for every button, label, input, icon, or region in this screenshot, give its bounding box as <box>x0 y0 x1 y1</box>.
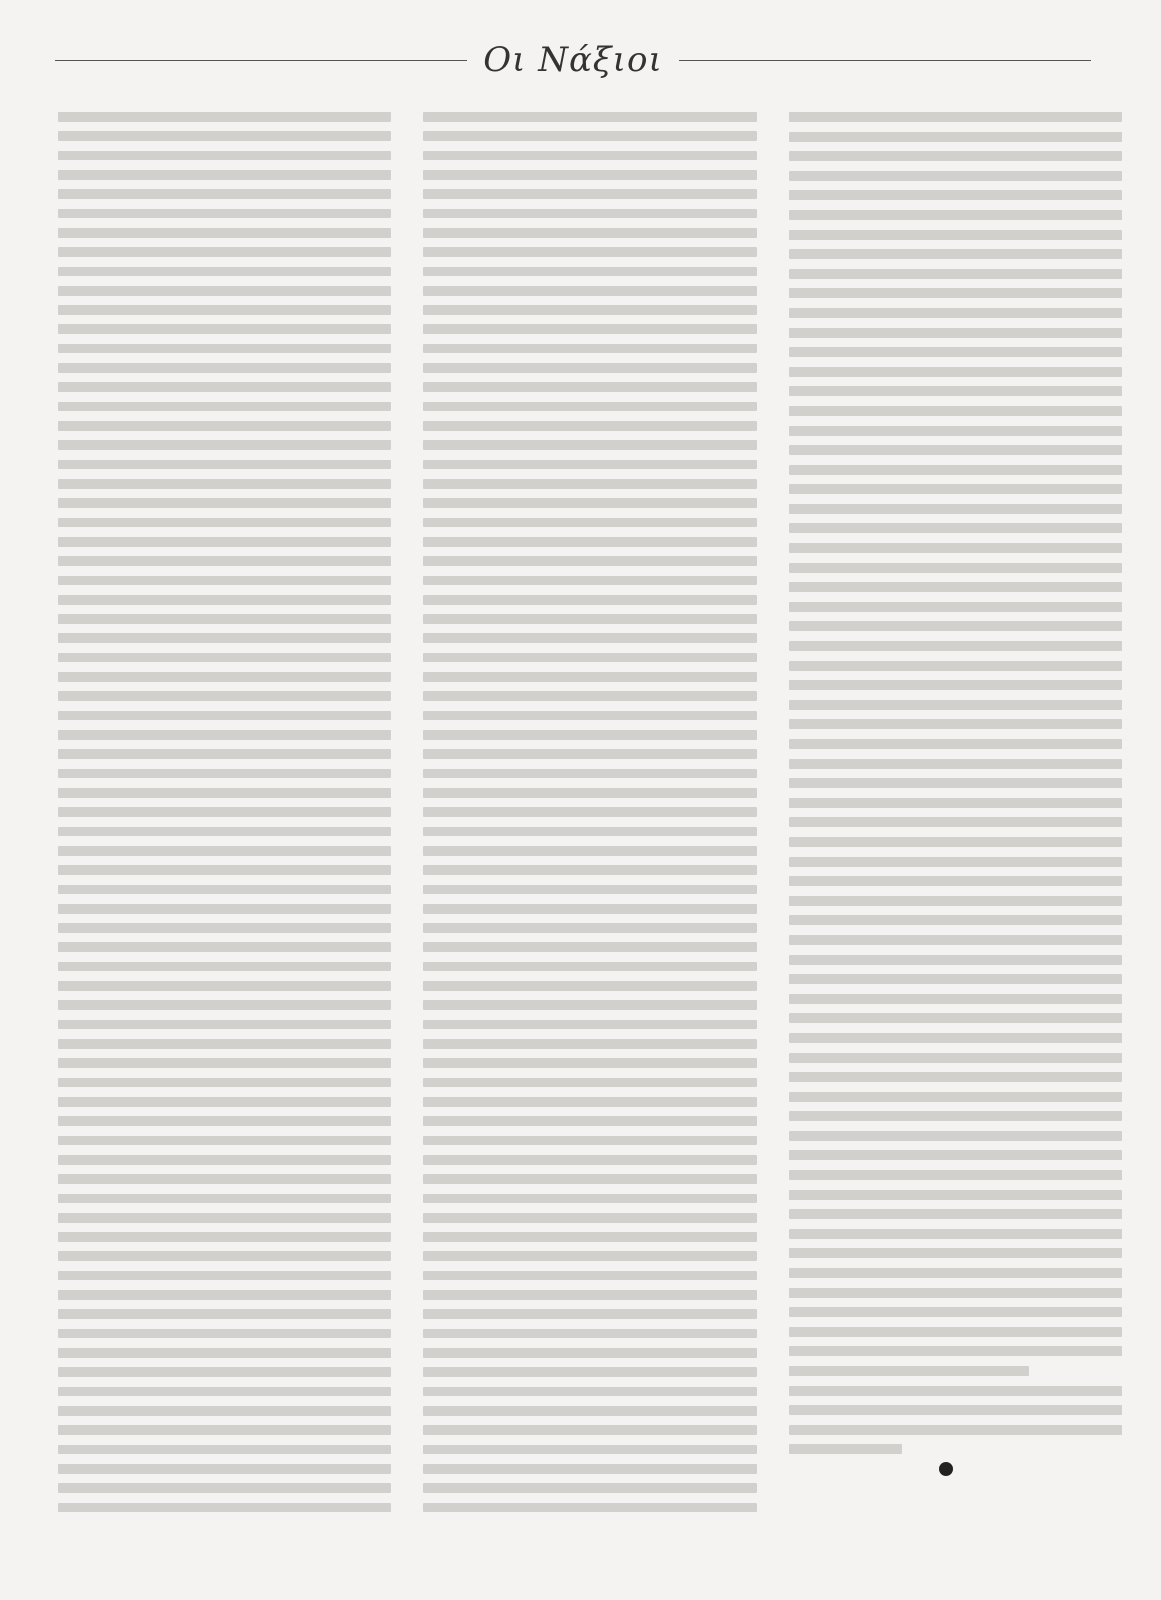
text-line-placeholder <box>423 479 756 489</box>
text-line-placeholder <box>423 1155 756 1165</box>
text-line-placeholder <box>423 151 756 161</box>
text-line-placeholder <box>58 672 391 682</box>
text-line-placeholder <box>58 1503 391 1513</box>
text-line-placeholder <box>423 382 756 392</box>
text-line-placeholder <box>58 1136 391 1146</box>
text-line-placeholder <box>423 962 756 972</box>
text-line-placeholder <box>58 846 391 856</box>
text-line-placeholder <box>58 189 391 199</box>
text-line-placeholder <box>423 1464 756 1474</box>
text-line-placeholder <box>58 1367 391 1377</box>
text-line-placeholder <box>789 563 1122 573</box>
text-line-placeholder <box>58 1387 391 1397</box>
text-line-placeholder <box>423 711 756 721</box>
text-line-placeholder <box>423 1116 756 1126</box>
text-line-placeholder <box>789 1307 1122 1317</box>
text-line-placeholder <box>58 1464 391 1474</box>
text-line-placeholder <box>423 827 756 837</box>
text-line-placeholder <box>789 288 1122 298</box>
text-line-placeholder <box>58 1174 391 1184</box>
text-line-placeholder <box>58 749 391 759</box>
text-line-placeholder <box>423 1020 756 1030</box>
text-line-placeholder <box>58 962 391 972</box>
text-line-placeholder <box>789 1111 1122 1121</box>
text-line-placeholder <box>789 915 1122 925</box>
text-line-placeholder <box>58 923 391 933</box>
text-column-3 <box>789 112 1122 1512</box>
text-line-placeholder <box>789 759 1122 769</box>
text-line-placeholder <box>789 406 1122 416</box>
text-line-placeholder <box>423 885 756 895</box>
text-line-placeholder <box>423 846 756 856</box>
text-line-placeholder <box>789 1092 1122 1102</box>
text-line-placeholder <box>789 837 1122 847</box>
text-line-placeholder <box>58 1348 391 1358</box>
text-line-placeholder <box>423 807 756 817</box>
text-line-placeholder <box>789 465 1122 475</box>
text-line-placeholder <box>58 498 391 508</box>
text-line-placeholder <box>58 885 391 895</box>
text-line-placeholder <box>423 1348 756 1358</box>
text-line-placeholder <box>789 504 1122 514</box>
text-line-placeholder <box>789 1170 1122 1180</box>
text-line-placeholder <box>423 942 756 952</box>
text-line-placeholder <box>58 1425 391 1435</box>
text-line-placeholder <box>58 1097 391 1107</box>
text-line-placeholder <box>789 1248 1122 1258</box>
text-line-placeholder <box>423 1232 756 1242</box>
text-line-placeholder <box>423 1445 756 1455</box>
text-line-placeholder <box>789 778 1122 788</box>
text-line-placeholder <box>789 112 1122 122</box>
text-line-placeholder <box>789 974 1122 984</box>
text-line-placeholder <box>58 518 391 528</box>
text-line-placeholder <box>58 382 391 392</box>
text-line-placeholder <box>423 1058 756 1068</box>
text-line-placeholder <box>789 1190 1122 1200</box>
text-line-placeholder <box>423 1406 756 1416</box>
text-line-placeholder <box>789 1150 1122 1160</box>
text-line-placeholder <box>789 1268 1122 1278</box>
text-line-placeholder <box>789 935 1122 945</box>
text-line-placeholder <box>423 518 756 528</box>
text-line-placeholder <box>789 994 1122 1004</box>
text-line-placeholder <box>58 247 391 257</box>
text-line-placeholder <box>789 1444 902 1454</box>
text-line-placeholder <box>789 190 1122 200</box>
text-line-placeholder <box>423 1000 756 1010</box>
text-line-placeholder <box>423 730 756 740</box>
text-line-placeholder <box>789 602 1122 612</box>
text-line-placeholder <box>789 582 1122 592</box>
text-line-placeholder <box>423 1483 756 1493</box>
text-line-placeholder <box>58 1116 391 1126</box>
text-line-placeholder <box>423 672 756 682</box>
text-line-placeholder <box>423 1251 756 1261</box>
text-line-placeholder <box>423 1309 756 1319</box>
text-line-placeholder <box>58 170 391 180</box>
text-line-placeholder <box>423 228 756 238</box>
text-line-placeholder <box>789 210 1122 220</box>
text-line-placeholder <box>789 230 1122 240</box>
text-line-placeholder <box>423 1078 756 1088</box>
text-line-placeholder <box>789 680 1122 690</box>
text-line-placeholder <box>423 1097 756 1107</box>
text-line-placeholder <box>789 876 1122 886</box>
text-line-placeholder <box>423 1136 756 1146</box>
text-line-placeholder <box>58 614 391 624</box>
text-line-placeholder <box>789 955 1122 965</box>
text-line-placeholder <box>423 247 756 257</box>
text-line-placeholder <box>789 1209 1122 1219</box>
text-line-placeholder <box>58 112 391 122</box>
text-line-placeholder <box>789 367 1122 377</box>
text-line-placeholder <box>58 1232 391 1242</box>
text-line-placeholder <box>423 286 756 296</box>
text-line-placeholder <box>423 749 756 759</box>
text-line-placeholder <box>789 1072 1122 1082</box>
text-line-placeholder <box>423 691 756 701</box>
text-line-placeholder <box>58 421 391 431</box>
text-line-placeholder <box>789 1386 1122 1396</box>
text-line-placeholder <box>789 1131 1122 1141</box>
text-line-placeholder <box>423 1290 756 1300</box>
text-line-placeholder <box>789 1053 1122 1063</box>
text-line-placeholder <box>789 817 1122 827</box>
text-line-placeholder <box>58 1058 391 1068</box>
text-line-placeholder <box>58 1078 391 1088</box>
text-line-placeholder <box>423 324 756 334</box>
text-line-placeholder <box>789 1033 1122 1043</box>
text-line-placeholder <box>423 189 756 199</box>
article-columns <box>58 112 1122 1512</box>
text-line-placeholder <box>58 402 391 412</box>
text-line-placeholder <box>58 691 391 701</box>
text-line-placeholder <box>423 633 756 643</box>
text-line-placeholder <box>789 269 1122 279</box>
text-line-placeholder <box>58 556 391 566</box>
text-line-placeholder <box>423 1503 756 1513</box>
text-line-placeholder <box>789 328 1122 338</box>
text-line-placeholder <box>423 1387 756 1397</box>
text-line-placeholder <box>58 1329 391 1339</box>
text-line-placeholder <box>58 730 391 740</box>
text-line-placeholder <box>423 1194 756 1204</box>
text-line-placeholder <box>58 1000 391 1010</box>
text-line-placeholder <box>789 1366 1029 1376</box>
text-line-placeholder <box>423 1425 756 1435</box>
text-line-placeholder <box>423 1271 756 1281</box>
text-line-placeholder <box>58 228 391 238</box>
text-line-placeholder <box>789 719 1122 729</box>
text-line-placeholder <box>423 595 756 605</box>
text-line-placeholder <box>789 1229 1122 1239</box>
text-line-placeholder <box>423 498 756 508</box>
text-line-placeholder <box>423 460 756 470</box>
text-line-placeholder <box>789 621 1122 631</box>
text-column-1 <box>58 112 391 1512</box>
text-line-placeholder <box>58 267 391 277</box>
text-line-placeholder <box>423 209 756 219</box>
text-line-placeholder <box>423 904 756 914</box>
text-line-placeholder <box>58 1039 391 1049</box>
text-line-placeholder <box>789 661 1122 671</box>
text-line-placeholder <box>58 1194 391 1204</box>
text-line-placeholder <box>423 923 756 933</box>
masthead-title: Οι Νάξιοι <box>483 40 663 80</box>
text-line-placeholder <box>58 131 391 141</box>
text-line-placeholder <box>58 1020 391 1030</box>
text-line-placeholder <box>423 1174 756 1184</box>
text-line-placeholder <box>789 857 1122 867</box>
text-line-placeholder <box>423 267 756 277</box>
text-line-placeholder <box>423 981 756 991</box>
text-line-placeholder <box>58 286 391 296</box>
text-line-placeholder <box>423 788 756 798</box>
text-line-placeholder <box>58 942 391 952</box>
text-line-placeholder <box>58 653 391 663</box>
text-line-placeholder <box>789 249 1122 259</box>
text-line-placeholder <box>58 711 391 721</box>
text-line-placeholder <box>423 112 756 122</box>
text-line-placeholder <box>423 653 756 663</box>
text-line-placeholder <box>58 865 391 875</box>
text-line-placeholder <box>58 807 391 817</box>
text-line-placeholder <box>789 641 1122 651</box>
text-line-placeholder <box>423 344 756 354</box>
text-line-placeholder <box>423 576 756 586</box>
text-line-placeholder <box>58 1213 391 1223</box>
text-line-placeholder <box>423 1329 756 1339</box>
text-line-placeholder <box>58 1309 391 1319</box>
text-line-placeholder <box>58 595 391 605</box>
text-line-placeholder <box>58 1251 391 1261</box>
text-line-placeholder <box>423 402 756 412</box>
text-line-placeholder <box>789 896 1122 906</box>
text-line-placeholder <box>58 209 391 219</box>
text-line-placeholder <box>58 1445 391 1455</box>
text-line-placeholder <box>789 151 1122 161</box>
text-line-placeholder <box>58 363 391 373</box>
text-line-placeholder <box>423 1039 756 1049</box>
text-line-placeholder <box>789 445 1122 455</box>
text-line-placeholder <box>58 633 391 643</box>
text-line-placeholder <box>58 1155 391 1165</box>
text-line-placeholder <box>423 556 756 566</box>
text-line-placeholder <box>58 479 391 489</box>
text-line-placeholder <box>789 1346 1122 1356</box>
text-line-placeholder <box>789 1327 1122 1337</box>
text-line-placeholder <box>789 700 1122 710</box>
text-line-placeholder <box>58 440 391 450</box>
text-line-placeholder <box>423 363 756 373</box>
text-line-placeholder <box>58 460 391 470</box>
text-line-placeholder <box>789 739 1122 749</box>
text-line-placeholder <box>789 484 1122 494</box>
page-header <box>55 30 1091 90</box>
text-line-placeholder <box>58 151 391 161</box>
text-line-placeholder <box>789 171 1122 181</box>
text-line-placeholder <box>789 1425 1122 1435</box>
text-line-placeholder <box>423 769 756 779</box>
text-line-placeholder <box>58 305 391 315</box>
text-line-placeholder <box>423 1213 756 1223</box>
text-line-placeholder <box>423 305 756 315</box>
text-line-placeholder <box>58 344 391 354</box>
text-line-placeholder <box>423 1367 756 1377</box>
text-line-placeholder <box>789 308 1122 318</box>
text-line-placeholder <box>423 614 756 624</box>
text-line-placeholder <box>423 170 756 180</box>
header-rule-right <box>679 60 1091 61</box>
text-line-placeholder <box>789 386 1122 396</box>
text-line-placeholder <box>423 421 756 431</box>
text-line-placeholder <box>789 543 1122 553</box>
text-line-placeholder <box>789 426 1122 436</box>
text-line-placeholder <box>58 1290 391 1300</box>
text-line-placeholder <box>789 347 1122 357</box>
text-line-placeholder <box>789 798 1122 808</box>
text-line-placeholder <box>789 132 1122 142</box>
header-rule-left <box>55 60 467 61</box>
text-line-placeholder <box>789 1405 1122 1415</box>
text-line-placeholder <box>423 865 756 875</box>
text-line-placeholder <box>58 537 391 547</box>
text-line-placeholder <box>423 131 756 141</box>
text-line-placeholder <box>58 1271 391 1281</box>
text-line-placeholder <box>789 1013 1122 1023</box>
text-line-placeholder <box>789 1288 1122 1298</box>
text-column-2 <box>423 112 756 1512</box>
text-line-placeholder <box>423 537 756 547</box>
text-line-placeholder <box>58 1483 391 1493</box>
text-line-placeholder <box>58 324 391 334</box>
text-line-placeholder <box>58 981 391 991</box>
text-line-placeholder <box>58 1406 391 1416</box>
text-line-placeholder <box>789 523 1122 533</box>
text-line-placeholder <box>58 788 391 798</box>
article-end-mark <box>939 1462 953 1476</box>
text-line-placeholder <box>423 440 756 450</box>
text-line-placeholder <box>58 576 391 586</box>
text-line-placeholder <box>58 904 391 914</box>
text-line-placeholder <box>58 827 391 837</box>
text-line-placeholder <box>58 769 391 779</box>
